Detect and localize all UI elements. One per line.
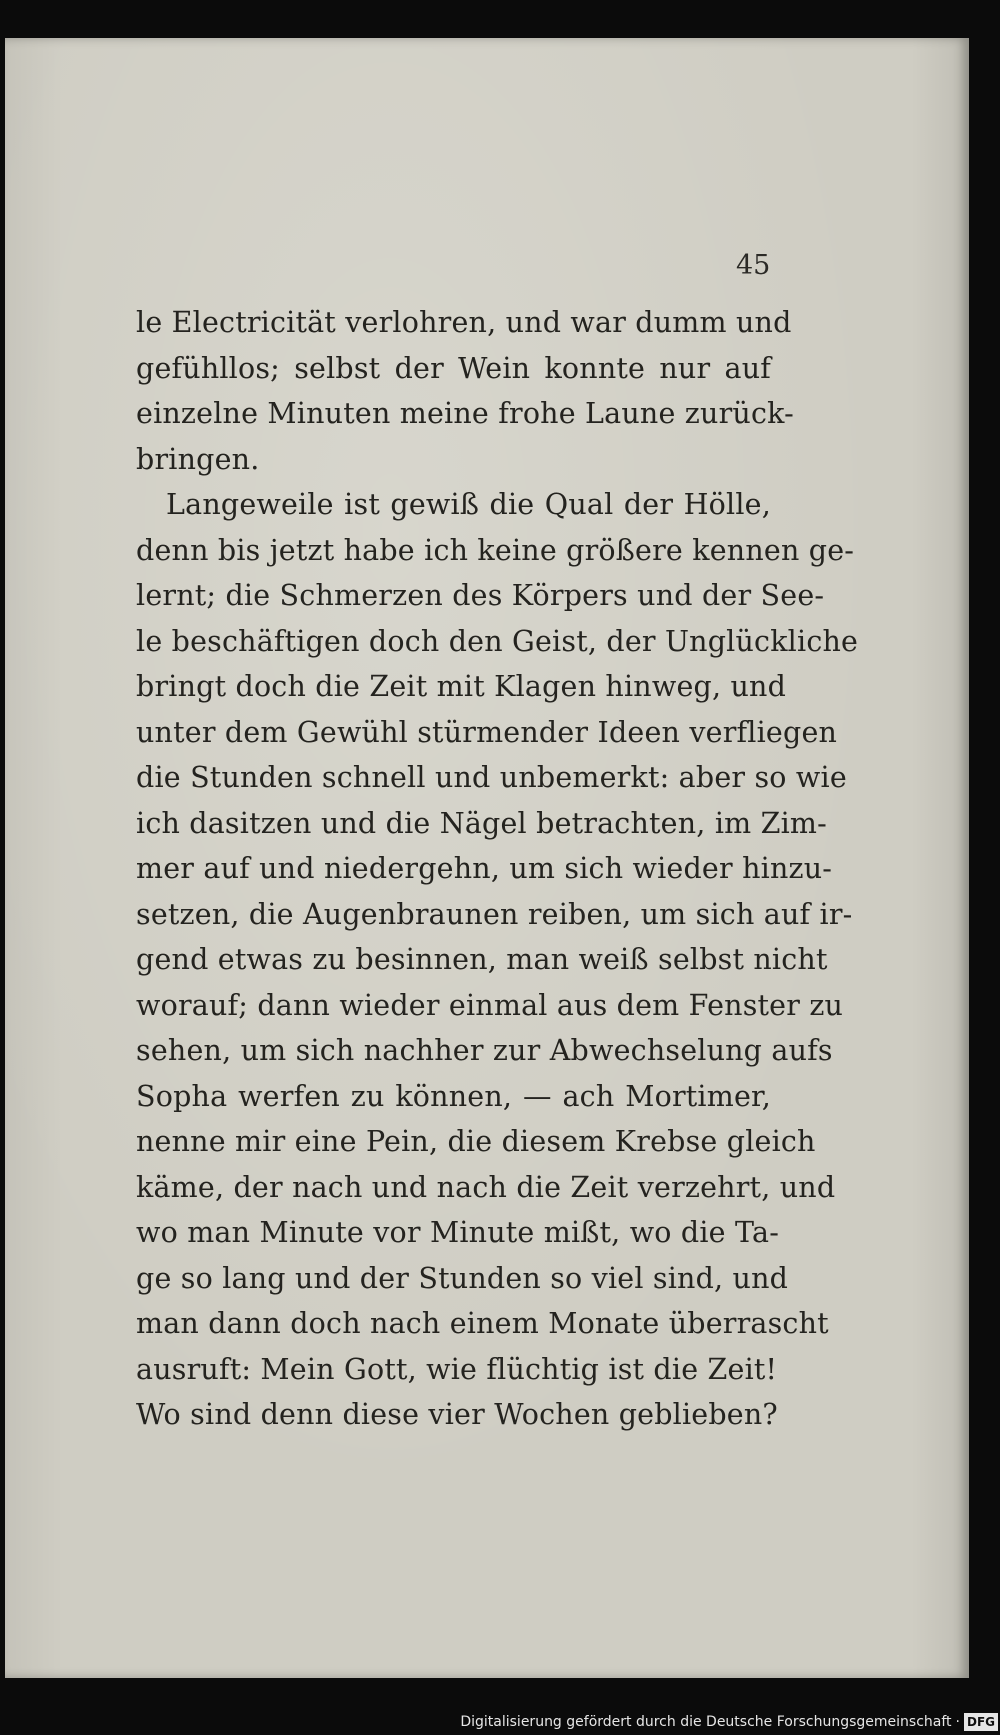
text-line: einzelne Minuten meine frohe Laune zurück- [136, 397, 794, 430]
text-line: lernt; die Schmerzen des Körpers und der See- [136, 579, 825, 612]
text-line: die Stunden schnell und unbemerkt: aber so wie [136, 761, 847, 794]
text-line: unter dem Gewühl stürmender Ideen verfliegen [136, 715, 838, 749]
text-line: denn bis jetzt habe ich keine größere kennen ge- [136, 533, 855, 567]
text-line: worauf; dann wieder einmal aus dem Fenster zu [136, 988, 844, 1022]
page-number: 45 [736, 250, 771, 281]
text-line: käme, der nach und nach die Zeit verzehrt, und [136, 1170, 836, 1204]
book-page [5, 38, 969, 1678]
text-line: gefühllos; selbst der Wein konnte nur auf [136, 351, 771, 385]
text-line: bringt doch die Zeit mit Klagen hinweg, und [136, 670, 787, 703]
text-line: bringen. [136, 442, 260, 476]
text-line: mer auf und niedergehn, um sich wieder hinzu- [136, 852, 833, 885]
text-line: ausruft: Mein Gott, wie flüchtig ist die Zeit! [136, 1352, 778, 1386]
text-line: Wo sind denn diese vier Wochen geblieben? [136, 1398, 778, 1431]
text-line: ge so lang und der Stunden so viel sind, und [136, 1261, 789, 1295]
text-line: man dann doch nach einem Monate überrascht [136, 1307, 829, 1340]
text-line: le Electricität verlohren, und war dumm und [136, 306, 792, 339]
credit-text: Digitalisierung gefördert durch die Deutsche Forschungsgemeinschaft [460, 1714, 952, 1730]
text-line: nenne mir eine Pein, die diesem Krebse gleich [136, 1125, 816, 1158]
text-line: sehen, um sich nachher zur Abwechselung aufs [136, 1034, 833, 1067]
text-line: le beschäftigen doch den Geist, der Unglückliche [136, 624, 859, 658]
text-line: setzen, die Augenbraunen reiben, um sich auf ir- [136, 897, 853, 931]
text-line: ich dasitzen und die Nägel betrachten, im Zim- [136, 806, 827, 840]
page-text [136, 300, 859, 1438]
text-line: gend etwas zu besinnen, man weiß selbst nicht [136, 943, 828, 976]
digitization-credit [460, 1711, 998, 1733]
credit-separator: · [955, 1714, 960, 1730]
text-line: Sopha werfen zu können, — ach Mortimer, [136, 1079, 771, 1113]
text-line: Langeweile ist gewiß die Qual der Hölle, [166, 488, 771, 521]
text-line: wo man Minute vor Minute mißt, wo die Ta- [136, 1216, 780, 1249]
dfg-logo: DFG [964, 1713, 998, 1731]
